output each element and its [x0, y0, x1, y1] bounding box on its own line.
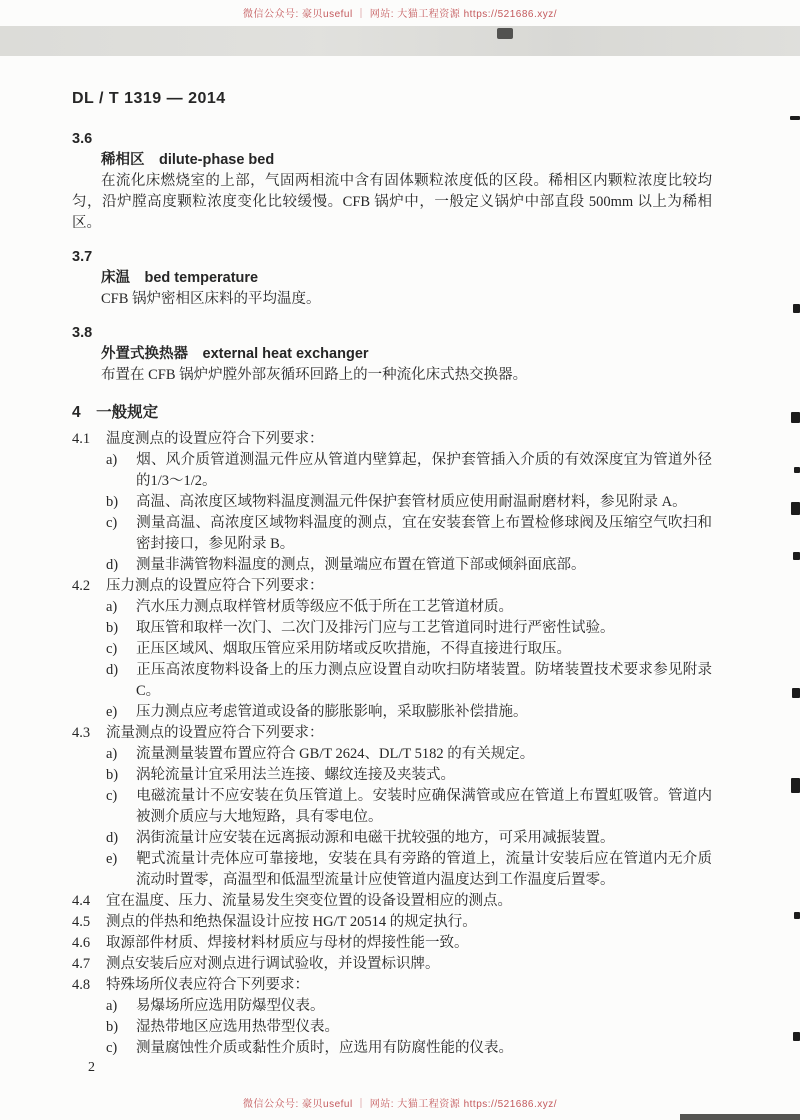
term-number: 3.8 — [72, 325, 93, 341]
list-item — [72, 786, 712, 828]
clause-text: 温度测点的设置应符合下列要求： — [106, 431, 324, 447]
clause-text: 特殊场所仪表应符合下列要求： — [106, 977, 309, 993]
item-text: 涡街流量计应安装在远离振动源和电磁干扰较强的地方，可采用减振装置。 — [136, 830, 615, 846]
document-content — [72, 88, 712, 1059]
item-label: b) — [106, 620, 119, 636]
term-title: 床温 bed temperature — [101, 270, 259, 286]
list-item — [72, 702, 712, 723]
item-label: a) — [106, 746, 118, 762]
item-label: c) — [106, 641, 118, 657]
term-number: 3.6 — [72, 131, 93, 147]
item-label: c) — [106, 1040, 118, 1056]
item-text: 正压高浓度物料设备上的压力测点应设置自动吹扫防堵装置。防堵装置技术要求参见附录 C。 — [136, 662, 712, 699]
doc-number: DL / T 1319 — 2014 — [72, 90, 226, 107]
list-item — [72, 639, 712, 660]
item-label: a) — [106, 599, 118, 615]
list-item — [72, 1038, 712, 1059]
scan-artifact-edge — [791, 502, 800, 515]
list-item — [72, 849, 712, 891]
clause-text: 测点安装后应对测点进行调试验收，并设置标识牌。 — [106, 956, 440, 972]
list-item — [72, 744, 712, 765]
clause — [72, 975, 712, 996]
item-text: 取压管和取样一次门、二次门及排污门应与工艺管道同时进行严密性试验。 — [136, 620, 615, 636]
clause-number: 4.7 — [72, 956, 91, 972]
scan-artifact-edge — [790, 116, 800, 120]
item-text: 压力测点应考虑管道或设备的膨胀影响，采取膨胀补偿措施。 — [136, 704, 528, 720]
list-item — [72, 618, 712, 639]
clause — [72, 429, 712, 450]
item-label: e) — [106, 851, 118, 867]
item-text: 流量测量装置布置应符合 GB/T 2624、DL/T 5182 的有关规定。 — [136, 746, 535, 762]
clause — [72, 933, 712, 954]
clause — [72, 891, 712, 912]
item-label: d) — [106, 662, 119, 678]
item-text: 靶式流量计壳体应可靠接地，安装在具有旁路的管道上，流量计安装后应在管道内无介质流动时置零，高温型和低温型流量计应使管道内温度达到工作温度后置零。 — [136, 851, 712, 888]
item-label: c) — [106, 515, 118, 531]
term-definition: 布置在 CFB 锅炉炉膛外部灰循环回路上的一种流化床式热交换器。 — [101, 367, 528, 383]
item-label: b) — [106, 1019, 119, 1035]
clause-number: 4.3 — [72, 725, 91, 741]
term-number: 3.7 — [72, 249, 93, 265]
list-item — [72, 828, 712, 849]
item-label: d) — [106, 557, 119, 573]
clause-number: 4.5 — [72, 914, 91, 930]
item-label: a) — [106, 998, 118, 1014]
list-item — [72, 450, 712, 492]
clause-text: 取源部件材质、焊接材料材质应与母材的焊接性能一致。 — [106, 935, 469, 951]
item-text: 测量非满管物料温度的测点，测量端应布置在管道下部或倾斜面底部。 — [136, 557, 586, 573]
clause-text: 宜在温度、压力、流量易发生突变位置的设备设置相应的测点。 — [106, 893, 512, 909]
list-item — [72, 765, 712, 786]
clause — [72, 576, 712, 597]
item-label: b) — [106, 494, 119, 510]
clause-number: 4.2 — [72, 578, 91, 594]
item-label: b) — [106, 767, 119, 783]
chapter-title: 一般规定 — [96, 404, 159, 421]
item-text: 测量高温、高浓度区域物料温度的测点，宜在安装套管上布置检修球阀及压缩空气吹扫和密封接口，参见附录 B。 — [136, 515, 712, 552]
clause-number: 4.4 — [72, 893, 91, 909]
watermark-top: 微信公众号: 豪贝useful ｜ 网站: 大猫工程资源 https://521686.xyz/ — [242, 9, 558, 20]
scan-artifact-edge — [793, 304, 800, 313]
list-item — [72, 492, 712, 513]
item-text: 汽水压力测点取样管材质等级应不低于所在工艺管道材质。 — [136, 599, 513, 615]
item-label: a) — [106, 452, 118, 468]
list-item — [72, 996, 712, 1017]
watermark-bottom: 微信公众号: 豪贝useful ｜ 网站: 大猫工程资源 https://521686.xyz/ — [242, 1099, 558, 1110]
chapter-heading — [72, 402, 712, 423]
scan-artifact-bottom — [680, 1114, 800, 1120]
scan-artifact-edge — [793, 552, 800, 560]
item-text: 湿热带地区应选用热带型仪表。 — [136, 1019, 339, 1035]
clause-number: 4.1 — [72, 431, 91, 447]
clause-text: 测点的伴热和绝热保温设计应按 HG/T 20514 的规定执行。 — [106, 914, 477, 930]
item-label: c) — [106, 788, 118, 804]
page-number: 2 — [88, 1060, 95, 1075]
item-text: 涡轮流量计宜采用法兰连接、螺纹连接及夹装式。 — [136, 767, 455, 783]
term-definition: 在流化床燃烧室的上部，气固两相流中含有固体颗粒浓度低的区段。稀相区内颗粒浓度比较均匀，沿炉膛高度颗粒浓度变化比较缓慢。CFB 锅炉中，一般定义锅炉中部直段 500mm 以上为稀相区。 — [72, 173, 712, 231]
item-text: 烟、风介质管道测温元件应从管道内壁算起，保护套管插入介质的有效深度宜为管道外径的1/3～1/2。 — [136, 452, 712, 489]
term-title: 稀相区 dilute-phase bed — [101, 152, 275, 168]
item-text: 易爆场所应选用防爆型仪表。 — [136, 998, 325, 1014]
item-text: 电磁流量计不应安装在负压管道上。安装时应确保满管或应在管道上布置虹吸管。管道内被测介质应与大地短路，具有零电位。 — [136, 788, 712, 825]
term-title: 外置式换热器 external heat exchanger — [101, 346, 369, 362]
scan-artifact-edge — [794, 912, 800, 919]
list-item — [72, 660, 712, 702]
clause-text: 压力测点的设置应符合下列要求： — [106, 578, 324, 594]
scan-artifact-edge — [792, 688, 800, 698]
term-definition: CFB 锅炉密相区床料的平均温度。 — [101, 291, 321, 307]
item-text: 高温、高浓度区域物料温度测温元件保护套管材质应使用耐温耐磨材料，参见附录 A。 — [136, 494, 687, 510]
item-text: 测量腐蚀性介质或黏性介质时，应选用有防腐性能的仪表。 — [136, 1040, 513, 1056]
clause-number: 4.6 — [72, 935, 91, 951]
list-item — [72, 555, 712, 576]
list-item — [72, 597, 712, 618]
scan-artifact-edge — [794, 467, 800, 473]
item-label: d) — [106, 830, 119, 846]
list-item — [72, 1017, 712, 1038]
clause-text: 流量测点的设置应符合下列要求： — [106, 725, 324, 741]
scan-artifact-edge — [791, 412, 800, 423]
scan-artifact-blob — [497, 28, 513, 39]
clause — [72, 912, 712, 933]
scan-artifact-strip — [0, 26, 800, 56]
chapter-number: 4 — [72, 404, 81, 421]
clause — [72, 723, 712, 744]
list-item — [72, 513, 712, 555]
scan-artifact-edge — [793, 1032, 800, 1041]
clause — [72, 954, 712, 975]
item-label: e) — [106, 704, 118, 720]
clause-number: 4.8 — [72, 977, 91, 993]
item-text: 正压区域风、烟取压管应采用防堵或反吹措施，不得直接进行取压。 — [136, 641, 571, 657]
scan-artifact-edge — [791, 778, 800, 793]
